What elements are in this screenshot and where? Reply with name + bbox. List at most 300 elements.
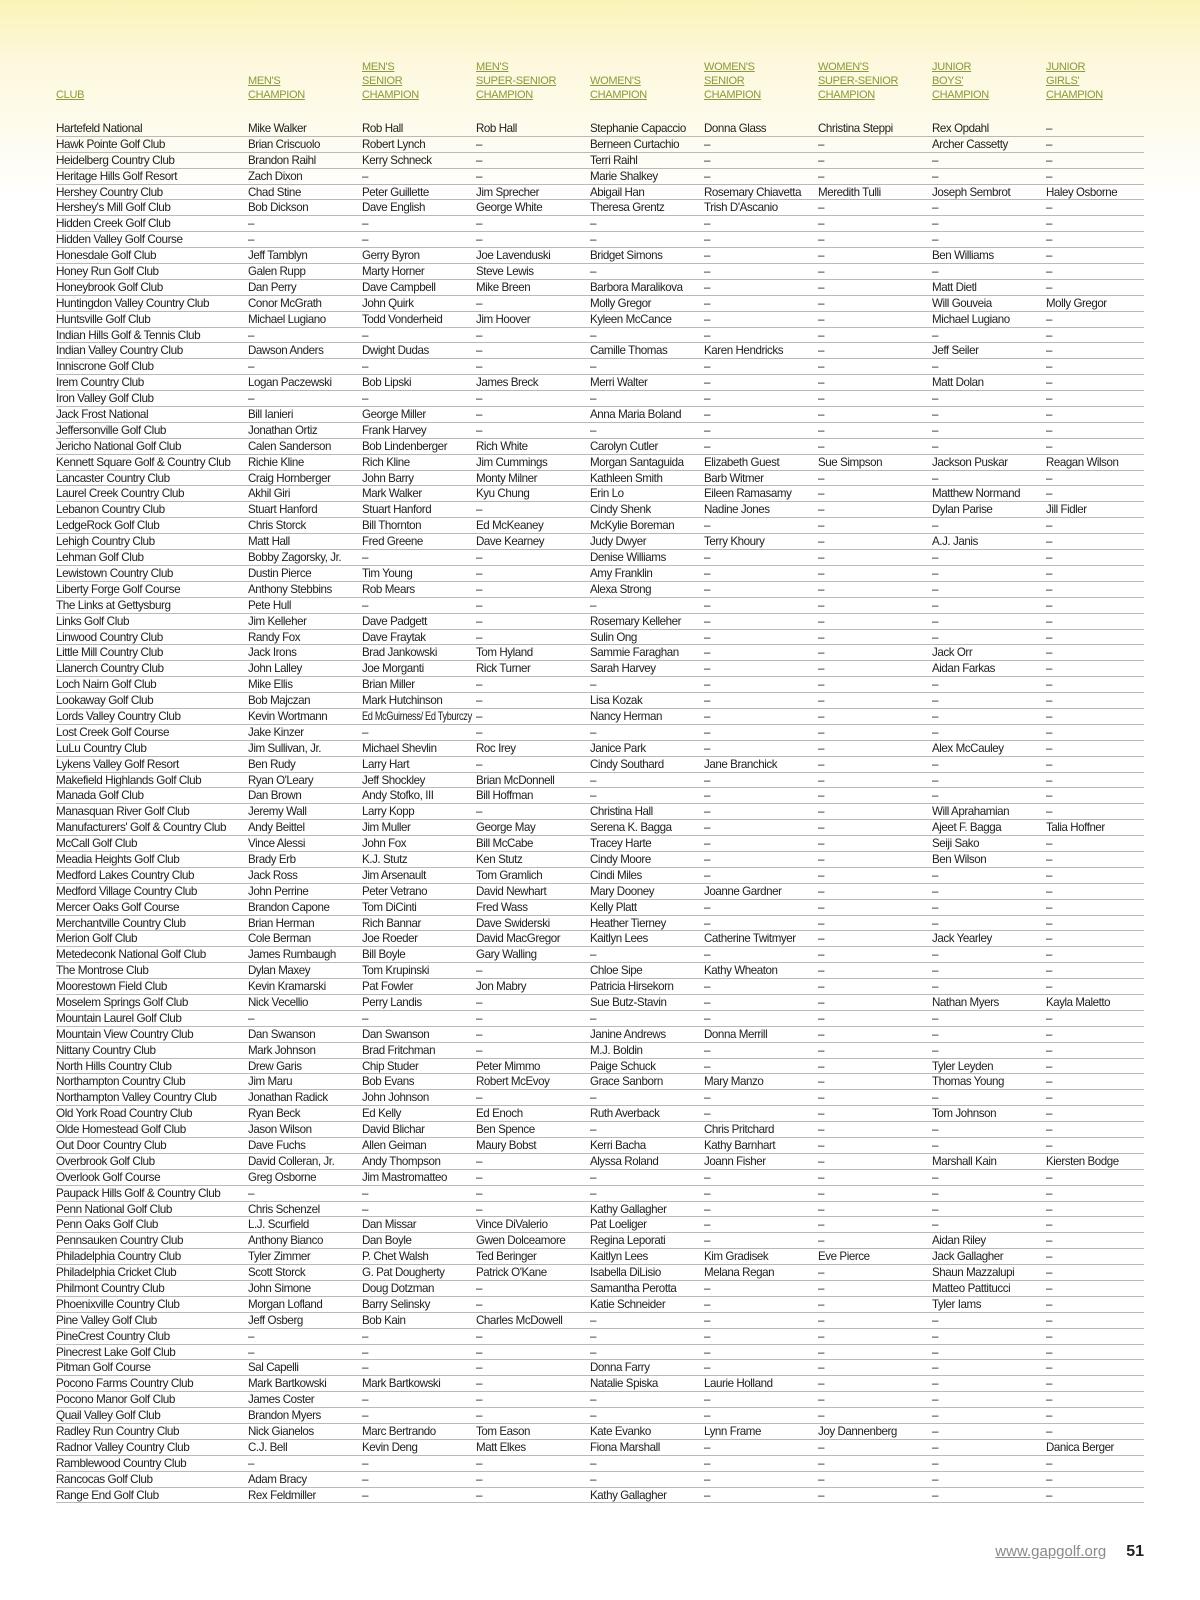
champion-cell: Dave Kearney <box>476 534 545 549</box>
champion-cell: – <box>1046 264 1052 279</box>
champion-cell: – <box>704 724 711 739</box>
champion-cell: – <box>932 899 939 914</box>
champion-cell: – <box>248 1328 255 1343</box>
champion-cell: Aidan Farkas <box>932 661 996 676</box>
champion-cell: Ajeet F. Bagga <box>932 820 1002 835</box>
table-row <box>56 916 1144 932</box>
table-row <box>56 550 1144 566</box>
champion-cell: Matt Hall <box>248 534 290 549</box>
table-row <box>56 1043 1144 1059</box>
champion-cell: – <box>704 391 711 406</box>
club-name: Hawk Pointe Golf Club <box>56 136 165 151</box>
champion-cell: – <box>476 359 483 374</box>
champion-cell: Dave Padgett <box>362 613 427 628</box>
champion-cell: Berneen Curtachio <box>590 136 680 151</box>
champion-cell: – <box>818 1169 825 1184</box>
champion-cell: Ted Beringer <box>476 1249 537 1264</box>
champion-cell: Kyleen McCance <box>590 311 672 326</box>
table-row <box>56 868 1144 884</box>
champion-cell: Jim Arsenault <box>362 867 426 882</box>
table-row <box>56 200 1144 216</box>
table-row <box>56 280 1144 296</box>
champion-cell: – <box>818 1265 825 1280</box>
table-row <box>56 1488 1144 1504</box>
club-name: Meadia Heights Golf Club <box>56 851 180 866</box>
champion-cell: Lynn Frame <box>704 1424 762 1439</box>
club-name: Lehigh Country Club <box>56 534 155 549</box>
champion-cell: – <box>1046 772 1052 787</box>
club-name: McCall Golf Club <box>56 836 138 851</box>
champion-cell: – <box>1046 486 1052 501</box>
champion-cell: – <box>704 1487 711 1502</box>
champion-cell: John Johnson <box>362 1090 429 1105</box>
champion-cell: Robert McEvoy <box>476 1074 550 1089</box>
champion-cell: Nathan Myers <box>932 994 999 1009</box>
champion-cell: Donna Glass <box>704 121 767 135</box>
champion-cell: Joe Lavenduski <box>476 248 551 263</box>
champion-cell: – <box>1046 756 1052 771</box>
champion-cell: – <box>932 1328 939 1343</box>
champion-cell: – <box>1046 248 1052 263</box>
champion-cell: – <box>704 1106 711 1121</box>
champion-cell: Brandon Capone <box>248 899 330 914</box>
table-row <box>56 1360 1144 1376</box>
champion-cell: Grace Sanborn <box>590 1074 663 1089</box>
club-name: Indian Valley Country Club <box>56 343 183 358</box>
champion-cell: Heather Tierney <box>590 915 666 930</box>
champion-cell: Roc Irey <box>476 740 516 755</box>
champion-cell: Kate Evanko <box>590 1424 651 1439</box>
champion-cell: – <box>818 1201 825 1216</box>
champion-cell: – <box>818 1392 825 1407</box>
table-row <box>56 1313 1144 1329</box>
champion-cell: – <box>818 629 825 644</box>
champion-cell: – <box>818 581 825 596</box>
champion-cell: Chad Stine <box>248 184 301 199</box>
champion-cell: – <box>362 550 369 565</box>
table-row <box>56 312 1144 328</box>
champion-cell: – <box>1046 168 1052 183</box>
club-name: Jeffersonville Golf Club <box>56 422 167 437</box>
champion-cell: – <box>1046 693 1052 708</box>
champion-cell: Tom Johnson <box>932 1106 997 1121</box>
table-row <box>56 693 1144 709</box>
table-row <box>56 884 1144 900</box>
champion-cell: Haley Osborne <box>1046 184 1118 199</box>
champion-cell: C.J. Bell <box>248 1439 288 1454</box>
champion-cell: Kevin Wortmann <box>248 708 328 723</box>
champion-cell: – <box>704 1471 711 1486</box>
champion-cell: Ed Kelly <box>362 1106 402 1121</box>
champion-cell: – <box>932 264 939 279</box>
champion-cell: – <box>704 279 711 294</box>
champion-cell: George White <box>476 200 543 215</box>
champion-cell: Kerri Bacha <box>590 1138 646 1152</box>
champion-cell: – <box>818 994 825 1009</box>
champion-cell: – <box>818 1233 825 1248</box>
champion-cell: – <box>1046 200 1052 215</box>
champion-cell: – <box>818 1106 825 1121</box>
champion-cell: – <box>818 947 825 962</box>
champion-cell: – <box>1046 1106 1052 1121</box>
champion-cell: – <box>704 1344 711 1359</box>
champion-cell: Christina Steppi <box>818 121 893 135</box>
club-name: Lebanon Country Club <box>56 502 165 517</box>
champion-cell: – <box>818 1344 825 1359</box>
champion-cell: – <box>704 1010 711 1025</box>
table-row <box>56 788 1144 804</box>
champion-cell: – <box>818 613 825 628</box>
club-name: Kennett Square Golf & Country Club <box>56 454 231 469</box>
champion-cell: – <box>590 1185 597 1200</box>
champion-cell: – <box>932 693 939 708</box>
club-name: Mountain Laurel Golf Club <box>56 1010 182 1025</box>
champion-cell: – <box>476 1010 483 1025</box>
champion-cell: – <box>704 375 711 390</box>
champion-cell: Larry Kopp <box>362 804 415 819</box>
champion-cell: Brandon Myers <box>248 1408 321 1423</box>
champion-cell: – <box>704 740 711 755</box>
champion-cell: – <box>590 1122 597 1137</box>
table-row <box>56 1090 1144 1106</box>
champion-cell: – <box>818 772 825 787</box>
champion-cell: – <box>932 963 939 978</box>
champion-cell: Laurie Holland <box>704 1376 773 1391</box>
champion-cell: – <box>1046 152 1052 167</box>
champion-cell: – <box>476 1185 483 1200</box>
champion-cell: Matt Elkes <box>476 1439 526 1454</box>
champion-cell: – <box>704 661 711 676</box>
champion-cell: – <box>932 947 939 962</box>
champion-cell: – <box>818 645 825 660</box>
champion-cell: Dan Boyle <box>362 1233 412 1248</box>
table-row <box>56 296 1144 312</box>
champion-cell: – <box>1046 343 1052 358</box>
champion-cell: – <box>932 327 939 342</box>
champion-cell: Brian Miller <box>362 677 415 692</box>
champion-cell: – <box>818 486 825 501</box>
champion-cell: – <box>932 359 939 374</box>
champion-cell: – <box>818 979 825 994</box>
champion-cell: – <box>818 788 825 803</box>
champion-cell: – <box>818 915 825 930</box>
champion-cell: – <box>932 470 939 485</box>
champion-cell: Tom Gramlich <box>476 867 543 882</box>
club-name: Liberty Forge Golf Course <box>56 581 181 596</box>
champion-cell: – <box>590 772 597 787</box>
champion-cell: Matteo Pattitucci <box>932 1281 1011 1296</box>
club-name: Olde Homestead Golf Club <box>56 1122 186 1137</box>
champion-cell: Jim Cummings <box>476 454 548 469</box>
champion-cell: – <box>932 1455 939 1470</box>
champion-cell: Dustin Pierce <box>248 565 312 580</box>
club-name: Iron Valley Golf Club <box>56 391 154 406</box>
champion-cell: – <box>704 407 711 422</box>
table-row <box>56 248 1144 264</box>
table-row <box>56 518 1144 534</box>
champion-cell: Brad Fritchman <box>362 1042 436 1057</box>
table-row <box>56 645 1144 661</box>
club-name: Overlook Golf Course <box>56 1169 161 1184</box>
champion-cell: – <box>590 1408 597 1423</box>
champion-cell: Dave Campbell <box>362 279 436 294</box>
champion-cell: Dwight Dudas <box>362 343 429 358</box>
champion-cell: Bob Dickson <box>248 200 309 215</box>
champion-cell: – <box>818 1058 825 1073</box>
champion-cell: K.J. Stutz <box>362 851 408 866</box>
club-name: Metedeconk National Golf Club <box>56 947 206 962</box>
champion-cell: – <box>818 693 825 708</box>
champion-cell: Jim Mastromatteo <box>362 1169 448 1184</box>
champion-cell: Chris Schenzel <box>248 1201 320 1216</box>
champion-cell: Jeff Shockley <box>362 772 426 787</box>
champion-cell: David Blichar <box>362 1122 425 1137</box>
champion-cell: Meredith Tulli <box>818 184 881 199</box>
champion-cell: Camille Thomas <box>590 343 668 358</box>
champion-cell: – <box>476 629 483 644</box>
champion-cell: Talia Hoffner <box>1046 820 1105 835</box>
club-name: Pitman Golf Course <box>56 1360 151 1375</box>
champion-cell: – <box>248 232 255 247</box>
club-name: Huntsville Golf Club <box>56 311 151 326</box>
champion-cell: – <box>590 359 597 374</box>
club-name: Moselem Springs Golf Club <box>56 994 189 1009</box>
champion-cell: Ryan Beck <box>248 1106 301 1121</box>
table-row <box>56 979 1144 995</box>
champion-cell: Alyssa Roland <box>590 1153 659 1168</box>
champion-cell: Bill McCabe <box>476 836 534 851</box>
champion-cell: – <box>932 1344 939 1359</box>
club-name: Medford Lakes Country Club <box>56 867 195 882</box>
table-row <box>56 995 1144 1011</box>
champion-cell: Will Gouveia <box>932 295 992 310</box>
page-footer <box>995 1543 1144 1561</box>
club-name: Indian Hills Golf & Tennis Club <box>56 327 201 342</box>
club-name: Lewistown Country Club <box>56 565 174 580</box>
champion-cell: – <box>1046 629 1052 644</box>
champion-cell: Mike Ellis <box>248 677 293 692</box>
champion-cell: Zach Dixon <box>248 168 303 183</box>
club-name: Inniscrone Golf Club <box>56 359 154 374</box>
champion-cell: Mark Bartkowski <box>248 1376 327 1391</box>
champion-cell: – <box>476 963 483 978</box>
champion-cell: Andy Stofko, III <box>362 788 434 803</box>
champion-cell: – <box>590 1455 597 1470</box>
champion-cell: – <box>476 327 483 342</box>
champion-cell: – <box>818 899 825 914</box>
club-name: Philadelphia Cricket Club <box>56 1265 177 1280</box>
club-name: Makefield Highlands Golf Club <box>56 772 202 787</box>
champion-cell: A.J. Janis <box>932 534 978 549</box>
champion-cell: – <box>704 264 711 279</box>
champion-cell: Chris Pritchard <box>704 1122 775 1137</box>
champion-cell: – <box>476 613 483 628</box>
champion-cell: – <box>932 979 939 994</box>
club-name: Pocono Manor Golf Club <box>56 1392 175 1407</box>
champion-cell: – <box>476 804 483 819</box>
champion-cell: – <box>1046 311 1052 326</box>
club-name: Mercer Oaks Golf Course <box>56 899 180 914</box>
champion-cell: Archer Cassetty <box>932 136 1008 151</box>
champion-cell: Jack Orr <box>932 645 973 660</box>
club-name: Philadelphia Country Club <box>56 1249 181 1264</box>
club-name: Laurel Creek Country Club <box>56 486 185 501</box>
champion-cell: – <box>704 216 711 231</box>
champion-cell: Eileen Ramasamy <box>704 486 792 501</box>
champion-cell: Matt Dolan <box>932 375 984 390</box>
champion-cell: Ruth Averback <box>590 1106 660 1121</box>
table-row <box>56 931 1144 947</box>
website-link[interactable]: www.gapgolf.org <box>995 1543 1107 1560</box>
champion-cell: – <box>818 1312 825 1327</box>
champion-cell: – <box>1046 979 1052 994</box>
table-row <box>56 1249 1144 1265</box>
champion-cell: – <box>704 979 711 994</box>
champion-cell: Tom Hyland <box>476 645 533 660</box>
champion-cell: – <box>590 264 597 279</box>
champion-cell: Stuart Hanford <box>362 502 432 517</box>
champion-cell: Maury Bobst <box>476 1138 537 1152</box>
champion-cell: – <box>818 724 825 739</box>
champion-cell: – <box>932 581 939 596</box>
champion-cell: Robert Lynch <box>362 136 426 151</box>
champion-cell: – <box>1046 740 1052 755</box>
champion-cell: – <box>1046 1249 1052 1264</box>
champion-cell: Rich Kline <box>362 454 410 469</box>
champion-cell: – <box>704 899 711 914</box>
champion-cell: Sue Simpson <box>818 454 883 469</box>
champion-cell: – <box>248 327 255 342</box>
club-name: Irem Country Club <box>56 375 144 390</box>
champion-cell: – <box>1046 1376 1052 1391</box>
champion-cell: John Quirk <box>362 295 414 310</box>
table-row <box>56 1472 1144 1488</box>
champion-cell: Kevin Kramarski <box>248 979 326 994</box>
champion-cell: – <box>248 216 255 231</box>
column-header: MEN'S CHAMPION <box>248 75 305 101</box>
champion-cell: – <box>1046 1360 1052 1375</box>
champion-cell: – <box>476 152 483 167</box>
champion-cell: Trish D'Ascanio <box>704 200 778 215</box>
champion-cell: – <box>476 1360 483 1375</box>
champion-cell: – <box>818 248 825 263</box>
champion-cell: Jim Muller <box>362 820 411 835</box>
club-name: Lancaster Country Club <box>56 470 170 485</box>
champion-cell: – <box>1046 232 1052 247</box>
column-header: WOMEN'S CHAMPION <box>590 75 647 101</box>
champion-cell: – <box>1046 1138 1052 1152</box>
champion-cell: Adam Bracy <box>248 1471 307 1486</box>
champion-cell: Amy Franklin <box>590 565 653 580</box>
champion-cell: – <box>932 518 939 533</box>
champion-cell: – <box>704 677 711 692</box>
champion-cell: – <box>818 200 825 215</box>
champion-cell: Matt Dietl <box>932 279 977 294</box>
club-name: Lost Creek Golf Course <box>56 724 170 739</box>
champion-cell: – <box>1046 1233 1052 1248</box>
champion-cell: – <box>476 724 483 739</box>
champion-cell: Jim Kelleher <box>248 613 307 628</box>
table-header <box>56 52 1144 102</box>
club-name: Jack Frost National <box>56 407 149 422</box>
club-name: Hidden Creek Golf Club <box>56 216 171 231</box>
club-name: Pine Valley Golf Club <box>56 1312 157 1327</box>
champion-cell: – <box>932 1138 939 1152</box>
champion-cell: Tyler Leyden <box>932 1058 994 1073</box>
champion-cell: Scott Storck <box>248 1265 306 1280</box>
champion-cell: Joe Morganti <box>362 661 424 676</box>
champion-cell: – <box>476 1328 483 1343</box>
champion-cell: – <box>704 1392 711 1407</box>
champion-cell: Alexa Strong <box>590 581 652 596</box>
champion-cell: – <box>818 152 825 167</box>
champion-cell: Cindi Miles <box>590 867 642 882</box>
champion-cell: Jonathan Ortiz <box>248 422 318 437</box>
table-row <box>56 757 1144 773</box>
champion-cell: – <box>476 1408 483 1423</box>
champion-cell: Gary Walling <box>476 947 537 962</box>
champion-cell: – <box>818 1408 825 1423</box>
champion-cell: – <box>590 1010 597 1025</box>
champion-cell: – <box>818 311 825 326</box>
table-row <box>56 900 1144 916</box>
champion-cell: – <box>1046 121 1052 135</box>
club-name: North Hills Country Club <box>56 1058 172 1073</box>
champion-cell: – <box>590 724 597 739</box>
champion-cell: Mary Manzo <box>704 1074 764 1089</box>
club-name: Quail Valley Golf Club <box>56 1408 161 1423</box>
champion-cell: – <box>704 438 711 453</box>
champion-cell: – <box>818 963 825 978</box>
champion-cell: – <box>704 232 711 247</box>
champion-cell: Greg Osborne <box>248 1169 317 1184</box>
champion-cell: Jason Wilson <box>248 1122 312 1137</box>
champion-cell: – <box>704 1169 711 1184</box>
champion-cell: Drew Garis <box>248 1058 302 1073</box>
champion-cell: – <box>818 1090 825 1105</box>
champion-cell: Tom Krupinski <box>362 963 430 978</box>
champion-cell: – <box>818 883 825 898</box>
champion-cell: Jack Gallagher <box>932 1249 1004 1264</box>
table-row <box>56 137 1144 153</box>
champion-cell: – <box>818 407 825 422</box>
champion-cell: – <box>932 756 939 771</box>
champion-cell: – <box>590 1312 597 1327</box>
table-row <box>56 1265 1144 1281</box>
champion-cell: – <box>704 772 711 787</box>
club-name: Moorestown Field Club <box>56 979 167 994</box>
champion-cell: – <box>362 1185 369 1200</box>
champion-cell: – <box>932 1408 939 1423</box>
champion-cell: Cindy Shenk <box>590 502 651 517</box>
champion-cell: – <box>1046 1058 1052 1073</box>
champion-cell: – <box>1046 883 1052 898</box>
champion-cell: David Colleran, Jr. <box>248 1153 335 1168</box>
champion-cell: Terry Khoury <box>704 534 765 549</box>
champion-cell: – <box>476 1392 483 1407</box>
champion-cell: L.J. Scurfield <box>248 1217 309 1232</box>
champion-cell: – <box>818 295 825 310</box>
champion-cell: Joanne Gardner <box>704 883 782 898</box>
champion-cell: Judy Dwyer <box>590 534 647 549</box>
champion-cell: Regina Leporati <box>590 1233 666 1248</box>
club-name: Phoenixville Country Club <box>56 1296 180 1311</box>
champion-cell: – <box>932 1424 939 1439</box>
club-name: Jericho National Golf Club <box>56 438 182 453</box>
champion-cell: Kathy Gallagher <box>590 1201 667 1216</box>
champion-cell: Stephanie Capaccio <box>590 121 686 135</box>
table-row <box>56 1376 1144 1392</box>
